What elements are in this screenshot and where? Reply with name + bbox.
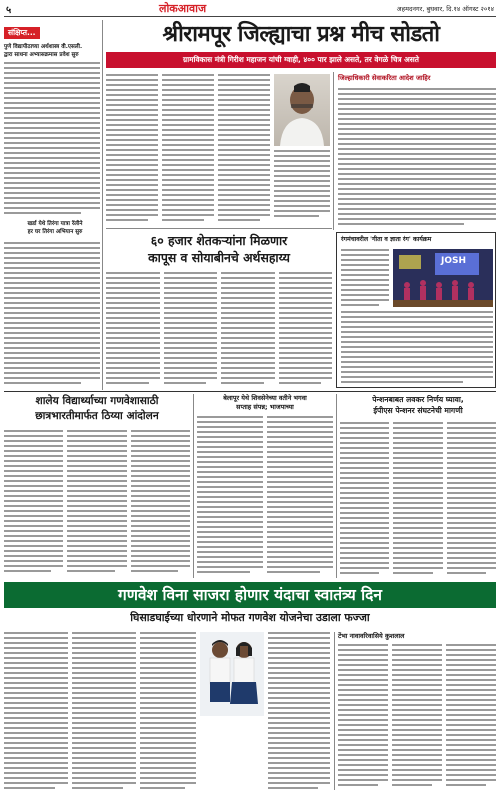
lead-headline: श्रीरामपूर जिल्ह्याचा प्रश्न मीच सोडतो bbox=[162, 22, 440, 47]
masthead-rule bbox=[4, 16, 496, 17]
children-photo bbox=[200, 632, 264, 716]
mid-right-body bbox=[340, 422, 496, 578]
event-box bbox=[336, 232, 496, 388]
lead-body-col4 bbox=[274, 150, 330, 224]
minister-portrait bbox=[274, 74, 330, 146]
event-body-bottom bbox=[341, 311, 493, 385]
sidebar bbox=[4, 20, 100, 388]
lead-body-col3 bbox=[218, 74, 270, 224]
right-top-body bbox=[338, 88, 496, 230]
sidebar-story2-headline: खर्डा येथे तिरंगा यात्रा रॅलीने हर घर तिरंगा अभियान सुरु bbox=[27, 221, 83, 235]
person-photo-icon bbox=[274, 74, 330, 146]
lead-body-col1 bbox=[106, 74, 158, 224]
bottom-divider bbox=[334, 632, 335, 790]
lead-divider bbox=[333, 72, 334, 230]
right-top-headline: जिल्हाधिकारी सेवाकरिता आदेश जाहिर bbox=[338, 74, 431, 82]
bottom-body-center-right bbox=[268, 632, 330, 790]
sidebar-story1-headline: पुणे विद्यापीठाच्या अर्थशास्त्र वी.एसली. द्वारा साधना अभ्यासक्रमास प्रवेश सुरु bbox=[4, 44, 83, 58]
mid-right-headline: पेन्शनबाबत लवकर निर्णय घ्यावा, ईपीएस पेन्शनर संघटनेची मागणी bbox=[372, 395, 464, 415]
stage-screen-text: JOSH bbox=[441, 256, 467, 266]
bottom-body-left bbox=[4, 632, 136, 790]
page-number: ५ bbox=[6, 5, 12, 16]
sidebar-story1-body bbox=[4, 62, 100, 216]
sidebar-label: संक्षिप्त... bbox=[4, 27, 40, 39]
masthead bbox=[4, 2, 496, 16]
mid-divider-1 bbox=[193, 394, 194, 578]
bottom-right-body bbox=[338, 644, 496, 790]
event-headline: रंगमंचावरील 'गीता व ज्ञाता रंग' कार्यक्रम bbox=[341, 236, 432, 243]
bottom-banner: गणवेश विना साजरा होणार यंदाचा स्वातंत्र्य दिन bbox=[4, 582, 496, 608]
stage-photo bbox=[393, 249, 493, 307]
mid-center-headline: बेलापूर येथे शिवसेनेच्या वतीने भगवा सप्ताह संपन्न; भाजपाच्या bbox=[223, 394, 307, 411]
farm-headline: ६० हजार शेतकऱ्यांना मिळणार कापूस व सोयाबीनचे अर्थसहाय्य bbox=[148, 233, 290, 265]
bottom-subheadline: घिसाडघाईच्या धोरणाने मोफत गणवेश योजनेचा उडाला फज्जा bbox=[130, 611, 370, 624]
mid-left-body bbox=[4, 430, 190, 578]
newspaper-logo: लोकआवाज bbox=[159, 2, 207, 15]
mid-left-headline: शालेय विद्यार्थ्याच्या गणवेशासाठी छात्रभारतीमार्फत ठिय्या आंदोलन bbox=[35, 395, 159, 422]
lead-deck: ग्रामविकास मंत्री गिरीश महाजन यांची ग्वाही, ४०० पार झाले असते, तर वेगळे चित्र असते bbox=[106, 52, 496, 68]
event-body-left bbox=[341, 249, 389, 307]
farm-top-rule bbox=[106, 228, 332, 229]
dateline: अहमदनगर, बुधवार, दि.१४ ऑगस्ट २०१४ bbox=[396, 5, 494, 13]
sidebar-divider bbox=[102, 20, 103, 390]
lead-body-col2 bbox=[162, 74, 214, 224]
sidebar-story2-body bbox=[4, 242, 100, 388]
farm-body bbox=[106, 272, 332, 388]
mid-divider-2 bbox=[336, 394, 337, 578]
uniform-children-icon bbox=[200, 632, 264, 716]
bottom-right-headline: टेंभा नावावरिवासिये कुशलाल bbox=[338, 632, 405, 640]
mid-top-rule bbox=[4, 391, 496, 392]
bottom-body-center-left bbox=[140, 632, 196, 790]
mid-center-body bbox=[197, 416, 333, 578]
